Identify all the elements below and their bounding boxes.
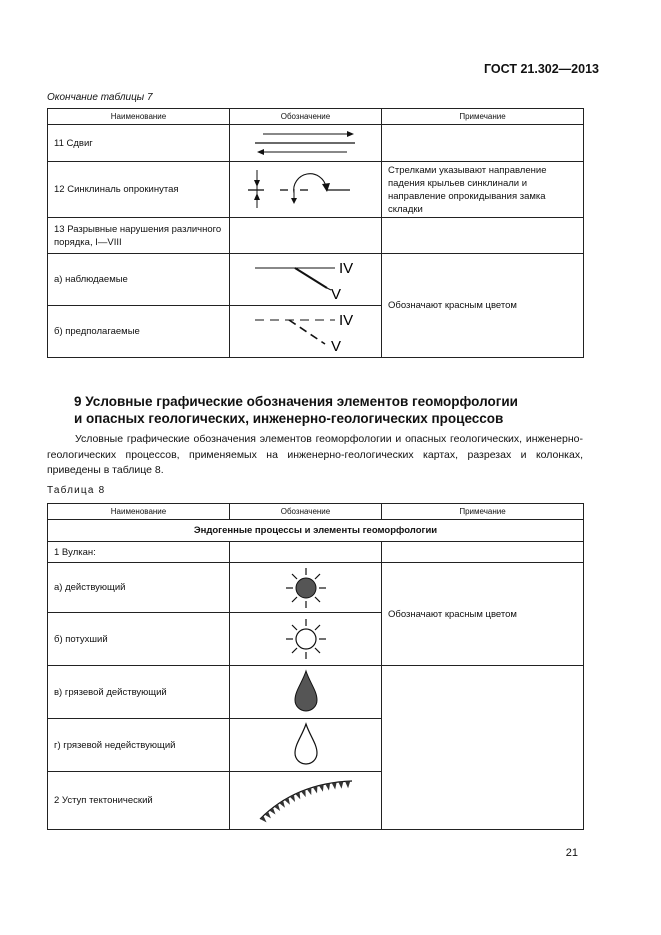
merged-note: Обозначают красным цветом <box>382 254 584 358</box>
column-header-note: Примечание <box>382 504 584 520</box>
tectonic-scarp-icon <box>256 775 356 827</box>
symbol-cell <box>230 542 382 563</box>
scarp-tooth <box>264 811 270 818</box>
scarp-tooth <box>284 797 289 804</box>
table-8 <box>47 503 584 830</box>
scarp-tooth <box>325 783 330 790</box>
table-header-row <box>48 504 584 520</box>
column-header-note: Примечание <box>382 109 584 125</box>
section-paragraph <box>47 432 583 479</box>
scarp-tooth <box>345 781 350 788</box>
row-name: 2 Уступ тектонический <box>48 772 230 830</box>
row-name: а) наблюдаемые <box>48 254 230 306</box>
paragraph-text: Условные графические обозначения элементов геоморфологии и опасных геологических, инженерно-геологических процессов, применяемых на инженерно-геологических картах, разрезах и колонках, приведены в таблице 8. <box>47 433 583 476</box>
table-7 <box>47 108 584 358</box>
row-name: а) действующий <box>48 563 230 613</box>
row-note <box>382 125 584 162</box>
symbol-cell <box>230 772 382 830</box>
scarp-tooth <box>331 782 336 789</box>
inactive-mud-volcano-icon <box>291 722 321 768</box>
symbol-cell <box>230 666 382 719</box>
table-row <box>48 254 584 306</box>
scarp-tooth <box>274 803 280 810</box>
active-volcano-icon <box>284 566 328 610</box>
table7-caption: Окончание таблицы 7 <box>47 92 153 103</box>
row-name: г) грязевой недействующий <box>48 719 230 772</box>
table-row <box>48 218 584 254</box>
overturned-syncline-icon <box>246 166 366 214</box>
row-name: 12 Синклиналь опрокинутая <box>48 162 230 218</box>
column-header-symbol: Обозначение <box>230 109 382 125</box>
symbol-cell <box>230 218 382 254</box>
page-number: 21 <box>565 847 578 859</box>
group-heading-row <box>48 520 584 542</box>
row-note <box>382 542 584 563</box>
fault-label-iv: IV <box>338 259 353 277</box>
row-note <box>382 218 584 254</box>
group-heading: Эндогенные процессы и элементы геоморфологии <box>48 520 584 542</box>
column-header-name: Наименование <box>48 504 230 520</box>
symbol-cell <box>230 162 382 218</box>
fault-label-v: V <box>330 337 341 355</box>
section-title-line1: 9 Условные графические обозначения элементов геоморфологии <box>74 394 518 409</box>
symbol-cell <box>230 125 382 162</box>
row-name: 1 Вулкан: <box>48 542 230 563</box>
table-row <box>48 542 584 563</box>
extinct-volcano-icon <box>284 617 328 661</box>
document-code: ГОСТ 21.302—2013 <box>483 62 599 76</box>
row-note: Стрелками указывают направление падения крыльев синклинали и направление опрокидывания замка складки <box>382 162 584 218</box>
column-header-symbol: Обозначение <box>230 504 382 520</box>
scarp-tooth <box>260 815 267 822</box>
observed-fault-icon <box>251 256 361 304</box>
row-name: в) грязевой действующий <box>48 666 230 719</box>
table-row <box>48 563 584 613</box>
symbol-cell <box>230 613 382 666</box>
fault-label-iv: IV <box>338 311 353 329</box>
table8-caption: Таблица 8 <box>47 485 106 496</box>
scarp-tooth <box>318 784 323 791</box>
section-title-line2: и опасных геологических, инженерно-геологических процессов <box>74 411 504 426</box>
column-header-name: Наименование <box>48 109 230 125</box>
symbol-cell <box>230 306 382 358</box>
row-name: б) потухший <box>48 613 230 666</box>
scarp-tooth <box>269 807 275 814</box>
row-name: б) предполагаемые <box>48 306 230 358</box>
merged-note: Обозначают красным цветом <box>382 563 584 666</box>
scarp-tooth <box>338 781 343 788</box>
active-mud-volcano-icon <box>291 669 321 715</box>
table-row <box>48 162 584 218</box>
table-header-row <box>48 109 584 125</box>
assumed-fault-icon <box>251 308 361 356</box>
scarp-tooth <box>279 800 285 807</box>
table-row <box>48 666 584 719</box>
row-name: 11 Сдвиг <box>48 125 230 162</box>
table-row <box>48 125 584 162</box>
section-heading <box>74 393 594 427</box>
fault-label-v: V <box>330 285 341 303</box>
shift-arrows-icon <box>251 128 361 158</box>
row-name: 13 Разрывные нарушения различного порядка, I—VIII <box>48 218 230 254</box>
row-note <box>382 666 584 830</box>
symbol-cell <box>230 254 382 306</box>
symbol-cell <box>230 563 382 613</box>
symbol-cell <box>230 719 382 772</box>
